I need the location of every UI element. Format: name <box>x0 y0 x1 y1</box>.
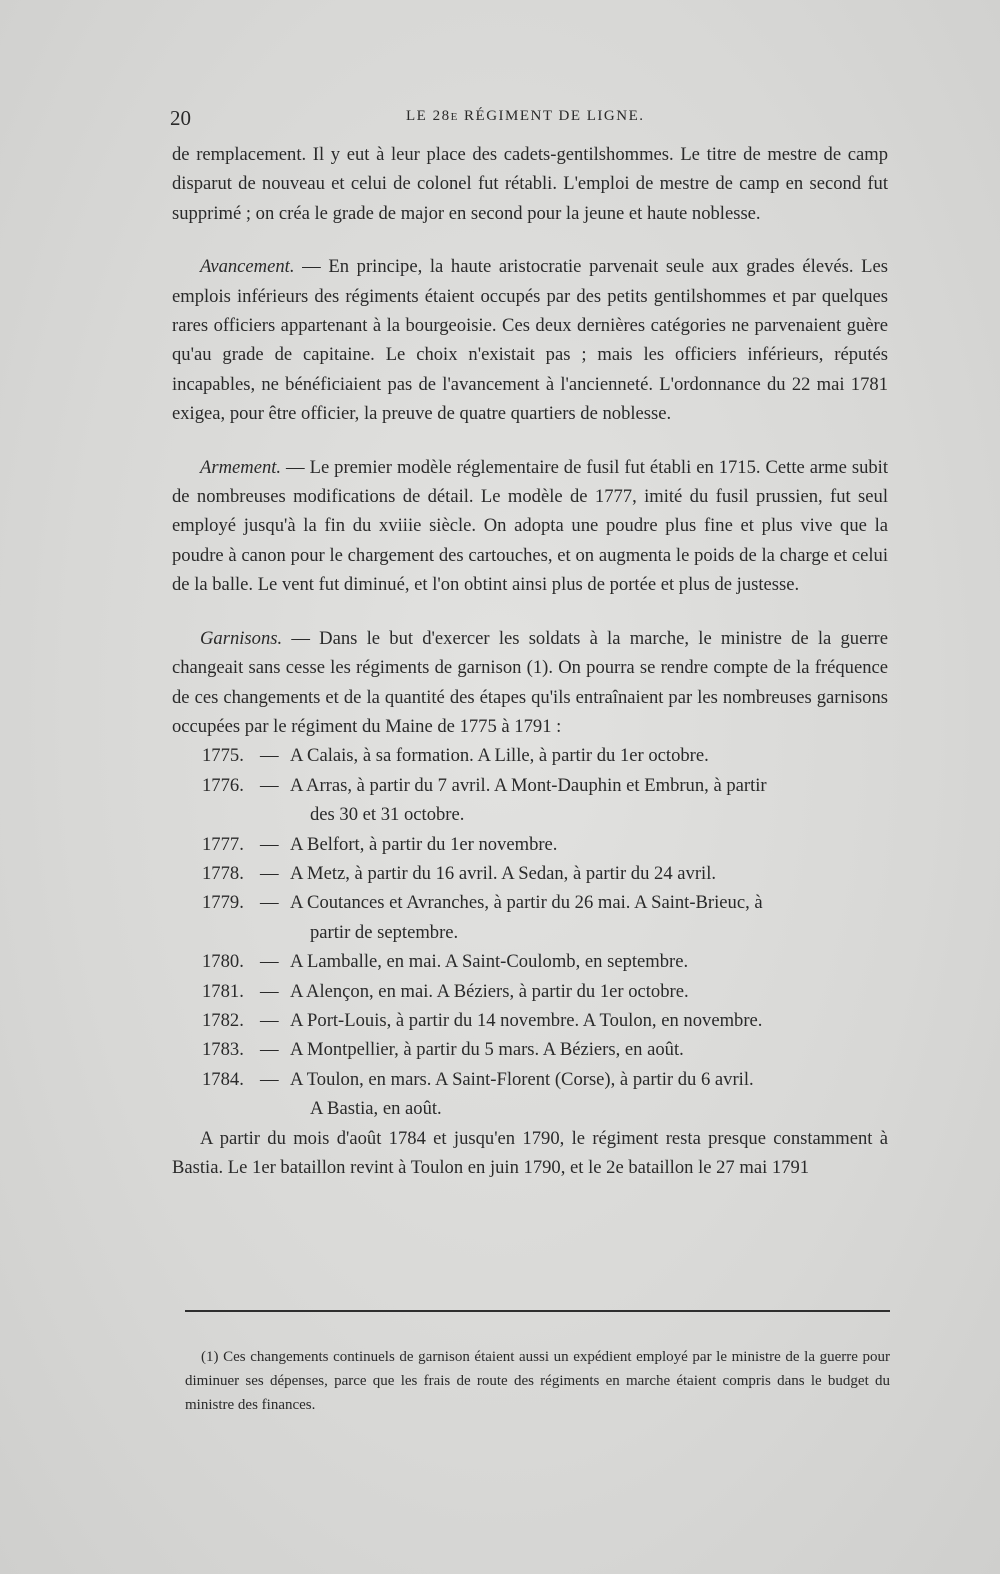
garrison-year: 1780. <box>202 951 244 973</box>
garrison-dash: — <box>260 980 279 1002</box>
page-number: 20 <box>170 106 191 130</box>
garrison-year: 1776. <box>202 774 244 796</box>
garrison-year: 1777. <box>202 833 244 855</box>
garrison-text: A Metz, à partir du 16 avril. A Sedan, à partir du 24 avril. <box>290 862 717 884</box>
paragraph-armement <box>172 453 888 600</box>
garrison-dash: — <box>260 774 279 796</box>
paragraph-garnisons <box>172 624 888 742</box>
garrison-dash: — <box>260 951 279 973</box>
garrison-dash: — <box>260 1068 279 1090</box>
paragraph-avancement <box>172 252 888 428</box>
garrison-entry <box>172 830 888 859</box>
paragraph-remplacement: de remplacement. Il y eut à leur place des cadets-gentilshommes. Le titre de mestre de camp disparut de nouveau et celui de colonel fut rétabli. L'emploi de mestre de camp en second fut supprimé ; on créa le grade de major en second pour la jeune et haute noblesse. <box>172 144 888 224</box>
section-heading-armement: Armement. <box>200 456 282 478</box>
garrison-dash: — <box>260 1009 279 1031</box>
running-title: LE 28e RÉGIMENT DE LIGNE. <box>406 108 645 124</box>
garrison-year: 1784. <box>202 1068 244 1090</box>
garrison-text: A Lamballe, en mai. A Saint-Coulomb, en septembre. <box>290 951 689 973</box>
garrison-dash: — <box>260 745 279 767</box>
garrison-text: A Calais, à sa formation. A Lille, à partir du 1er octobre. <box>290 745 709 767</box>
garrison-year: 1775. <box>202 745 244 767</box>
garrison-text: A Toulon, en mars. A Saint-Florent (Corse), à partir du 6 avril. <box>290 1068 754 1090</box>
garrison-text: A Montpellier, à partir du 5 mars. A Béziers, en août. <box>290 1039 684 1061</box>
paragraph-bastia: A partir du mois d'août 1784 et jusqu'en 1790, le régiment resta presque constamment à Bastia. Le 1er bataillon revint à Toulon en juin 1790, et le 2e bataillon le 27 mai 1791 <box>172 1127 888 1178</box>
garrison-text-continued: partir de septembre. <box>310 921 459 943</box>
garrison-entry <box>172 1065 888 1124</box>
section-heading-avancement: Avancement. <box>200 256 295 278</box>
section-heading-garnisons: Garnisons. <box>200 627 283 649</box>
garrison-text-continued: des 30 et 31 octobre. <box>310 804 465 826</box>
garrison-entry <box>172 771 888 830</box>
garrison-entry <box>172 977 888 1006</box>
garrison-text-continued: A Bastia, en août. <box>310 1098 442 1120</box>
garrison-entry <box>172 741 888 770</box>
page-body <box>172 140 888 1182</box>
garrison-text: A Port-Louis, à partir du 14 novembre. A Toulon, en novembre. <box>290 1009 763 1031</box>
garrison-list <box>172 741 888 1123</box>
page-header <box>170 106 890 130</box>
garrison-text: A Belfort, à partir du 1er novembre. <box>290 833 558 855</box>
garrison-dash: — <box>260 862 279 884</box>
garrison-text: A Arras, à partir du 7 avril. A Mont-Dauphin et Embrun, à partir <box>290 774 767 796</box>
garrison-year: 1782. <box>202 1009 244 1031</box>
paragraph-armement-text: — Le premier modèle réglementaire de fusil fut établi en 1715. Cette arme subit de nombreuses modifications de détail. Le modèle de 1777, imité du fusil prussien, fut seul employé jusqu'à la fin du xviiie siècle. On adopta une poudre plus fine et plus vive que la poudre à canon pour le chargement des cartouches, et on augmenta le poids de la charge et celui de la balle. Le vent fut diminué, et l'on obtint ainsi plus de portée et plus de justesse. <box>172 456 888 596</box>
garrison-text: A Coutances et Avranches, à partir du 26 mai. A Saint-Brieuc, à <box>290 892 763 914</box>
garrison-entry <box>172 947 888 976</box>
garrison-dash: — <box>260 1039 279 1061</box>
garrison-entry <box>172 1006 888 1035</box>
garrison-entry <box>172 1035 888 1064</box>
garrison-dash: — <box>260 833 279 855</box>
garrison-year: 1779. <box>202 892 244 914</box>
garrison-year: 1781. <box>202 980 244 1002</box>
footnote: (1) Ces changements continuels de garnison étaient aussi un expédient employé par le ministre de la guerre pour diminuer ses dépenses, parce que les frais de route des régiments en marche étaient compris dans le budget du ministre des finances. <box>185 1349 890 1413</box>
garrison-year: 1783. <box>202 1039 244 1061</box>
paragraph-avancement-text: — En principe, la haute aristocratie parvenait seule aux grades élevés. Les emplois inférieurs des régiments étaient occupés par des petits gentilshommes et par quelques rares officiers appartenant à la bourgeoisie. Ces deux dernières catégories ne parvenaient guère qu'au grade de capitaine. Le choix n'existait pas ; mais les officiers inférieurs, réputés incapables, ne bénéficiaient pas de l'avancement à l'ancienneté. L'ordonnance du 22 mai 1781 exigea, pour être officier, la preuve de quatre quartiers de noblesse. <box>172 256 888 425</box>
garrison-dash: — <box>260 892 279 914</box>
footnote-rule <box>185 1310 890 1312</box>
garrison-text: A Alençon, en mai. A Béziers, à partir du 1er octobre. <box>290 980 689 1002</box>
garrison-entry <box>172 888 888 947</box>
paragraph-garnisons-text: — Dans le but d'exercer les soldats à la marche, le ministre de la guerre changeait sans cesse les régiments de garnison (1). On pourra se rendre compte de la fréquence de ces changements et de la quantité des étapes qu'ils entraînaient par les nombreuses garnisons occupées par le régiment du Maine de 1775 à 1791 : <box>172 627 888 737</box>
garrison-entry <box>172 859 888 888</box>
garrison-year: 1778. <box>202 862 244 884</box>
